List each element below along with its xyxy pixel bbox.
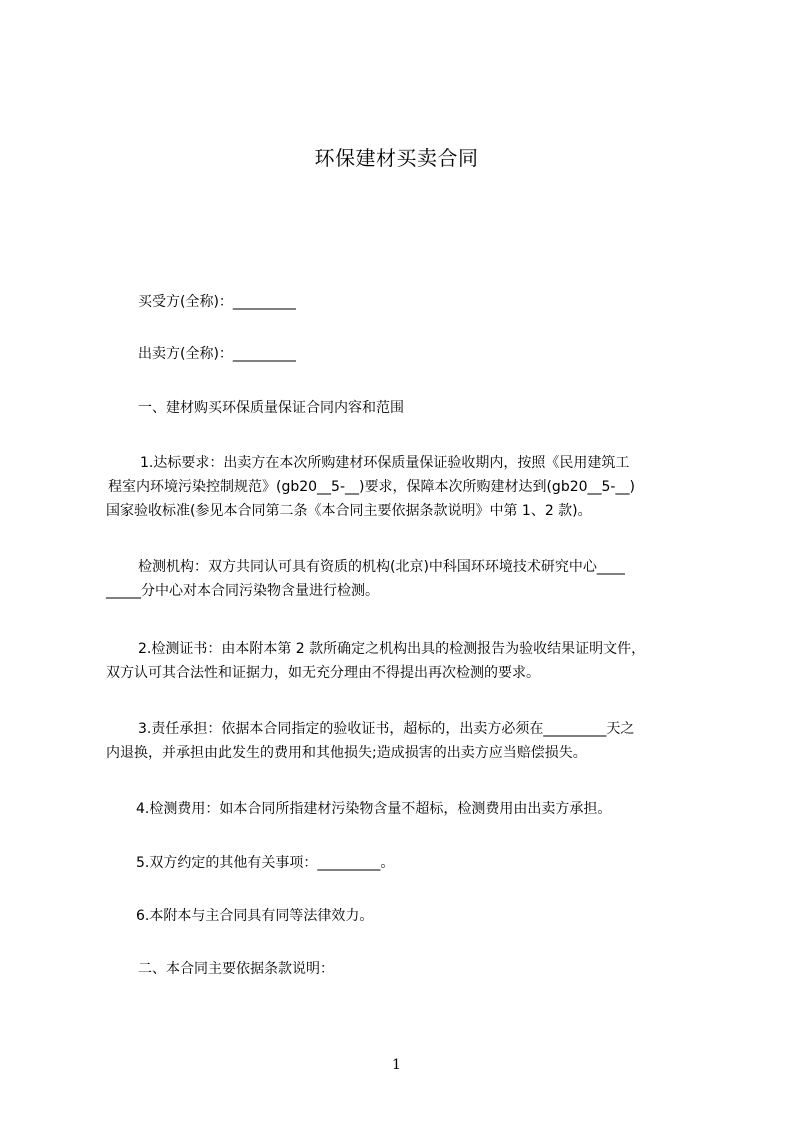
item4-text: 4.检测费用：如本合同所指建材污染物含量不超标，检测费用由出卖方承担。: [136, 801, 612, 817]
item2-line1: [106, 637, 716, 661]
inspection-org-paragraph: [106, 555, 716, 603]
item3-line1: [106, 717, 716, 741]
item1-line3-text: 国家验收标准(参见本合同第二条《本合同主要依据条款说明》中第 1、2 款)。: [106, 503, 592, 519]
item1-line2: [106, 475, 716, 499]
item1-line1-text: 1.达标要求：出卖方在本次所购建材环保质量保证验收期内，按照《民用建筑工: [140, 455, 630, 471]
seller-text: 出卖方(全称)：_________: [138, 346, 296, 362]
item2-line2: [106, 661, 716, 685]
inspection-org-line2: [106, 579, 716, 603]
seller-line: [106, 342, 716, 366]
item1-line1: [106, 451, 716, 475]
item3-paragraph: [106, 717, 716, 765]
inspection-org-line1-text: 检测机构：双方共同认可具有资质的机构(北京)中科国环环境技术研究中心____: [138, 559, 625, 575]
item1-line2-text: 程室内环境污染控制规范》(gb20__5-__)要求，保障本次所购建材达到(gb20__5-__): [108, 479, 635, 495]
document-title: 环保建材买卖合同: [314, 146, 479, 170]
item1-line3: [106, 499, 716, 523]
item3-line2-text: 内退换，并承担由此发生的费用和其他损失;造成损害的出卖方应当赔偿损失。: [106, 745, 587, 761]
item2-line2-text: 双方认可其合法性和证据力，如无充分理由不得提出再次检测的要求。: [106, 665, 540, 681]
item6-text: 6.本附本与主合同具有同等法律效力。: [136, 908, 374, 924]
item5-text: 5.双方约定的其他有关事项：_________。: [136, 855, 395, 871]
inspection-org-line1: [106, 555, 716, 579]
item3-line2: [106, 741, 716, 765]
item6-paragraph: [106, 904, 716, 928]
item3-line1-text: 3.责任承担：依据本合同指定的验收证书，超标的，出卖方必须在_________天之: [138, 721, 635, 737]
item4-paragraph: [106, 797, 716, 821]
buyer-line: [106, 290, 716, 314]
item1-paragraph: [106, 451, 716, 523]
page-number: 1: [392, 1057, 401, 1073]
section2-heading-text: 二、本合同主要依据条款说明：: [138, 961, 334, 977]
item5-paragraph: [106, 851, 716, 875]
item2-line1-text: 2.检测证书：由本附本第 2 款所确定之机构出具的检测报告为验收结果证明文件，: [138, 641, 646, 657]
item2-paragraph: [106, 637, 716, 685]
section1-heading-text: 一、建材购买环保质量保证合同内容和范围: [138, 400, 404, 416]
inspection-org-line2-text: _____分中心对本合同污染物含量进行检测。: [106, 583, 379, 599]
section2-heading: [106, 957, 716, 981]
buyer-text: 买受方(全称)：_________: [138, 294, 296, 310]
section1-heading: [106, 396, 716, 420]
